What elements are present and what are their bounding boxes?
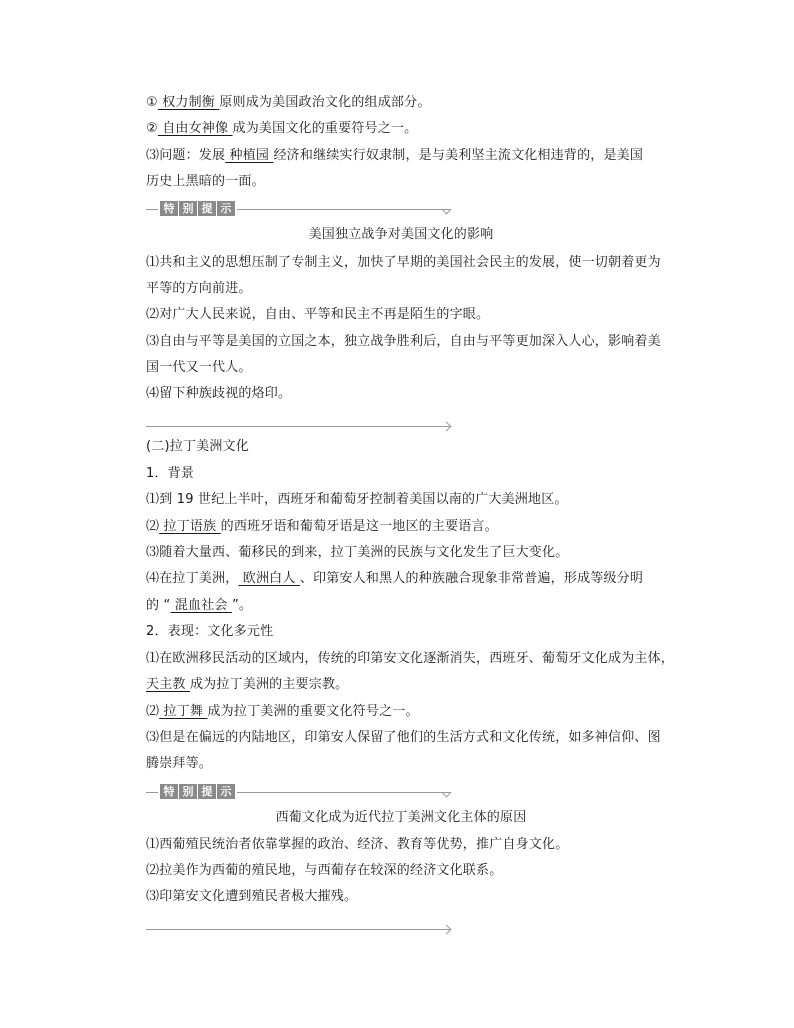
subsection-heading: 2．表现：文化多元性: [146, 624, 274, 639]
divider-cap: [442, 788, 452, 798]
text-line: [146, 94, 656, 112]
tip-header: [146, 201, 454, 217]
answer-blank: 拉丁语族: [159, 519, 221, 534]
text-span: 原则成为美国政治文化的组成部分。: [219, 95, 431, 110]
tip-item: ⑶自由与平等是美国的立国之本，独立战争胜利后，自由与平等更加深入人心，影响着美: [146, 334, 661, 349]
tip-label-char: 提: [198, 784, 216, 799]
text-line: ⑶随着大量西、葡移民的到来，拉丁美洲的民族与文化发生了巨大变化。: [146, 545, 569, 560]
text-span: 、印第安人和黑人的种族融合现象非常普遍，形成等级分明: [299, 571, 644, 586]
text-line: [146, 518, 656, 536]
text-line: [146, 147, 656, 165]
divider: [146, 426, 450, 427]
tip-label: [158, 784, 237, 799]
text-line: [146, 703, 656, 721]
tip-label: [158, 201, 237, 216]
tip-item: ⑷留下种族歧视的烙印。: [146, 386, 292, 401]
section-heading: (二)拉丁美洲文化: [146, 439, 249, 454]
tip-label-char: 别: [179, 201, 197, 216]
text-line: [146, 570, 656, 588]
answer-blank: 自由女神像: [157, 121, 233, 136]
subsection-heading: 1．背景: [146, 466, 195, 481]
text-line: [146, 120, 656, 138]
tip-item: 平等的方向前进。: [146, 281, 252, 296]
divider-cap: [442, 925, 452, 935]
list-marker: ⑵: [146, 519, 160, 534]
text-line: [146, 676, 656, 694]
tip-item: ⑴共和主义的思想压制了专制主义，加快了早期的美国社会民主的发展，使一切朝着更为: [146, 255, 661, 270]
text-line: 历史上黑暗的一面。: [146, 174, 265, 189]
list-marker: ②: [146, 121, 158, 136]
answer-blank: 权力制衡: [157, 95, 220, 110]
tip-item: ⑶印第安文化遭到殖民者极大摧残。: [146, 889, 358, 904]
text-line: ⑶但是在偏远的内陆地区，印第安人保留了他们的生活方式和文化传统，如多神信仰、图: [146, 730, 661, 745]
tip-label-char: 特: [160, 784, 178, 799]
text-span: 成为美国文化的重要符号之一。: [232, 121, 418, 136]
text-span: 成为拉丁美洲的主要宗教。: [189, 677, 349, 692]
answer-blank: 天主教: [146, 677, 190, 692]
text-span: ⑷在拉丁美洲，: [146, 571, 239, 586]
tip-item: 国一代又一代人。: [146, 360, 252, 375]
tip-footer: [146, 929, 454, 935]
answer-blank: 混血社会: [170, 598, 232, 613]
divider: [146, 929, 450, 930]
text-line: 腾崇拜等。: [146, 756, 213, 771]
tip-header: [146, 784, 454, 800]
tip-label-char: 示: [217, 201, 235, 216]
divider-cap: [442, 422, 452, 432]
tip-footer: [146, 426, 454, 432]
text-line: ⑴在欧洲移民活动的区域内，传统的印第安文化逐渐消失，西班牙、葡萄牙文化成为主体，: [146, 651, 675, 666]
text-span: 的西班牙语和葡萄牙语是这一地区的主要语言。: [220, 519, 498, 534]
text-span: 成为拉丁美洲的重要文化符号之一。: [207, 704, 419, 719]
text-span: ⑶问题：发展: [146, 148, 226, 163]
tip-label-char: 示: [217, 784, 235, 799]
list-marker: ①: [146, 95, 158, 110]
tip-label-char: 别: [179, 784, 197, 799]
divider-cap: [442, 205, 452, 215]
tip-title: 美国独立战争对美国文化的影响: [308, 227, 494, 242]
text-span: 经济和继续实行奴隶制，是与美利坚主流文化相违背的，是美国: [273, 148, 644, 163]
tip-item: ⑵对广大人民来说，自由、平等和民主不再是陌生的字眼。: [146, 307, 490, 322]
text-span: ”。: [231, 598, 253, 613]
tip-title: 西葡文化成为近代拉丁美洲文化主体的原因: [275, 810, 527, 825]
text-span: 的 “: [146, 598, 171, 613]
tip-label-char: 特: [160, 201, 178, 216]
answer-blank: 拉丁舞: [159, 704, 208, 719]
tip-item: ⑵拉美作为西葡的殖民地，与西葡存在较深的经济文化联系。: [146, 863, 503, 878]
tip-label-char: 提: [198, 201, 216, 216]
text-line: ⑴到 19 世纪上半叶，西班牙和葡萄牙控制着美国以南的广大美洲地区。: [146, 492, 568, 507]
answer-blank: 种植园: [225, 148, 274, 163]
text-line: [146, 597, 656, 615]
list-marker: ⑵: [146, 704, 160, 719]
tip-item: ⑴西葡殖民统治者依靠掌握的政治、经济、教育等优势，推广自身文化。: [146, 837, 569, 852]
answer-blank: 欧洲白人: [238, 571, 300, 586]
